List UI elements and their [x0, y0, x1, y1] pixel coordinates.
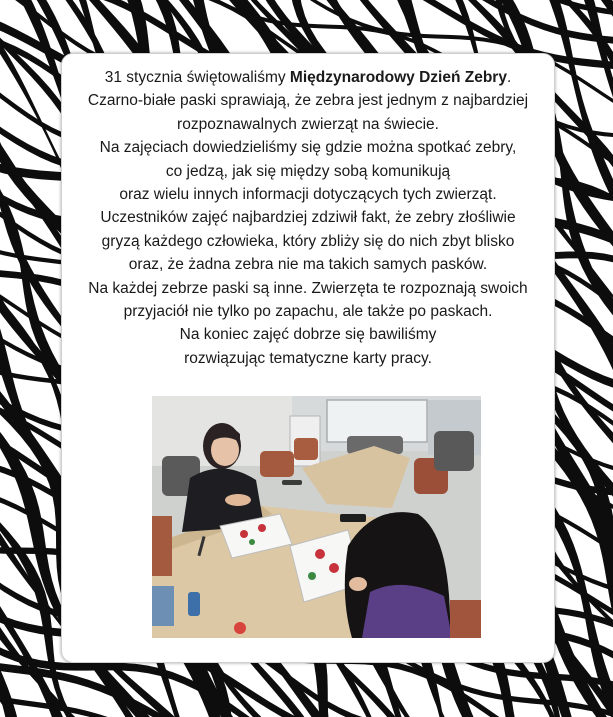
- text-line-12: Na koniec zajęć dobrze się bawiliśmy: [179, 326, 437, 344]
- text-line-13: rozwiązując tematyczne karty pracy.: [184, 349, 432, 367]
- content-card: [61, 53, 555, 663]
- text-line-7: Uczestników zajęć najbardziej zdziwił fakt, że zebry złośliwie: [100, 209, 516, 227]
- text-line-3: rozpoznawalnych zwierząt na świecie.: [177, 115, 439, 133]
- classroom-photo: [152, 396, 481, 638]
- text-line-1: 31 stycznia świętowaliśmy Międzynarodowy Dzień Zebry.: [104, 69, 512, 86]
- event-description: [62, 66, 554, 370]
- text-line-9: oraz, że żadna zebra nie ma takich samych pasków.: [128, 256, 488, 274]
- text-line-11: przyjaciół nie tylko po zapachu, ale także po paskach.: [123, 303, 493, 321]
- text-line-6: oraz wielu innych informacji dotyczących tych zwierząt.: [119, 186, 497, 204]
- text-line-2: Czarno-białe paski sprawiają, że zebra jest jednym z najbardziej: [87, 92, 529, 110]
- text-line-4: Na zajęciach dowiedzieliśmy się gdzie można spotkać zebry,: [99, 139, 517, 157]
- event-name: Międzynarodowy Dzień Zebry: [289, 69, 507, 86]
- text-line-5: co jedzą, jak się między sobą komunikują: [165, 162, 451, 180]
- text-line-10: Na każdej zebrze paski są inne. Zwierzęta te rozpoznają swoich: [88, 279, 528, 297]
- text-line-8: gryzą każdego człowieka, który zbliży się do nich zbyt blisko: [101, 232, 515, 250]
